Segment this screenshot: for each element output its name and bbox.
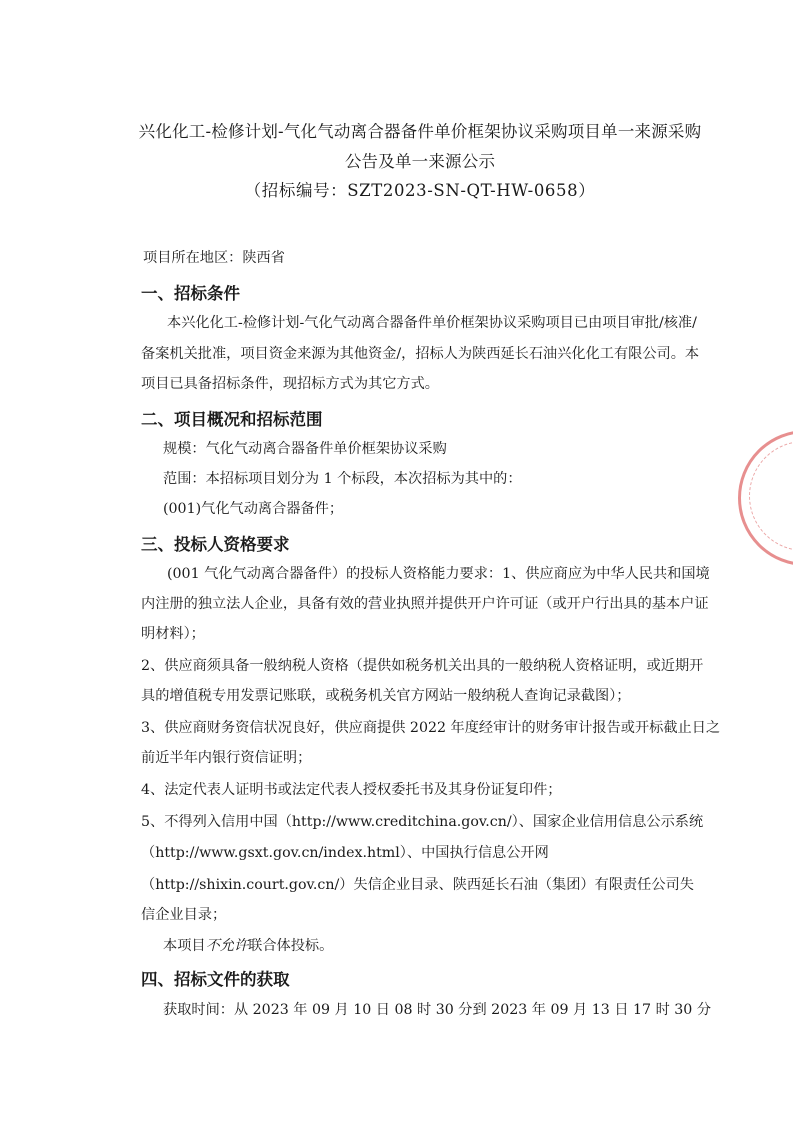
consortium-suffix: 联合体投标。 (248, 938, 334, 954)
section-1-line-1: 本兴化化工-检修计划-气化气动离合器备件单价框架协议采购项目已由项目审批/核准/ (167, 315, 697, 331)
consortium-emphasis: 不允许 (205, 938, 249, 954)
section-3-line-3: 明材料）； (141, 626, 205, 642)
section-1-line-3: 项目已具备招标条件，现招标方式为其它方式。 (141, 376, 439, 392)
company-seal-inner-ring (749, 441, 793, 551)
section-3-line-10: （http://www.gsxt.gov.cn/index.html）、中国执行信息公开网 (141, 845, 549, 861)
company-seal-stamp (738, 430, 793, 566)
section-3-line-9: 5、不得列入信用中国（http://www.creditchina.gov.cn/）、国家企业信用信息公示系统 (141, 814, 704, 830)
section-3-line-6: 3、供应商财务资信状况良好，供应商提供 2022 年度经审计的财务审计报告或开标截止日之 (141, 720, 721, 736)
section-3-line-5: 具的增值税专用发票记账联，或税务机关官方网站一般纳税人查询记录截图）； (141, 688, 631, 704)
section-3-line-2: 内注册的独立法人企业，具备有效的营业执照并提供开户许可证（或开户行出具的基本户证 (141, 596, 709, 612)
section-3-heading: 三、投标人资格要求 (141, 535, 290, 554)
tender-number: （招标编号：SZT2023-SN-QT-HW-0658） (244, 181, 596, 200)
section-3-line-11: （http://shixin.court.gov.cn/）失信企业目录、陕西延长石油（集团）有限责任公司失 (141, 877, 694, 893)
section-3-line-1: (001 气化气动离合器备件）的投标人资格能力要求：1、供应商应为中华人民共和国境 (167, 566, 710, 582)
acquisition-time: 获取时间：从 2023 年 09 月 10 日 08 时 30 分到 2023 年 09 月 13 日 17 时 30 分 (163, 1002, 712, 1018)
section-3-line-8: 4、法定代表人证明书或法定代表人授权委托书及其身份证复印件； (141, 782, 562, 798)
section-3-line-12: 信企业目录； (141, 907, 227, 923)
document-title-line-1: 兴化化工-检修计划-气化气动离合器备件单价框架协议采购项目单一来源采购 (138, 122, 702, 141)
section-2-heading: 二、项目概况和招标范围 (141, 410, 323, 429)
section-1-line-2: 备案机关批准，项目资金来源为其他资金/，招标人为陕西延长石油兴化化工有限公司。本 (141, 346, 700, 362)
section-4-heading: 四、招标文件的获取 (141, 970, 290, 989)
section-3-line-4: 2、供应商须具备一般纳税人资格（提供如税务机关出具的一般纳税人资格证明，或近期开 (141, 658, 704, 674)
section-2-item: (001)气化气动离合器备件； (163, 501, 344, 517)
consortium-statement (163, 936, 333, 956)
document-title-line-2: 公告及单一来源公示 (344, 152, 496, 171)
consortium-prefix: 本项目 (163, 938, 206, 954)
section-2-scope: 范围：本招标项目划分为 1 个标段，本次招标为其中的： (163, 471, 522, 487)
section-1-heading: 一、招标条件 (141, 284, 240, 303)
project-region: 项目所在地区：陕西省 (143, 250, 285, 266)
section-2-scale: 规模：气化气动离合器备件单价框架协议采购 (163, 441, 447, 457)
section-3-line-7: 前近半年内银行资信证明； (141, 750, 312, 766)
